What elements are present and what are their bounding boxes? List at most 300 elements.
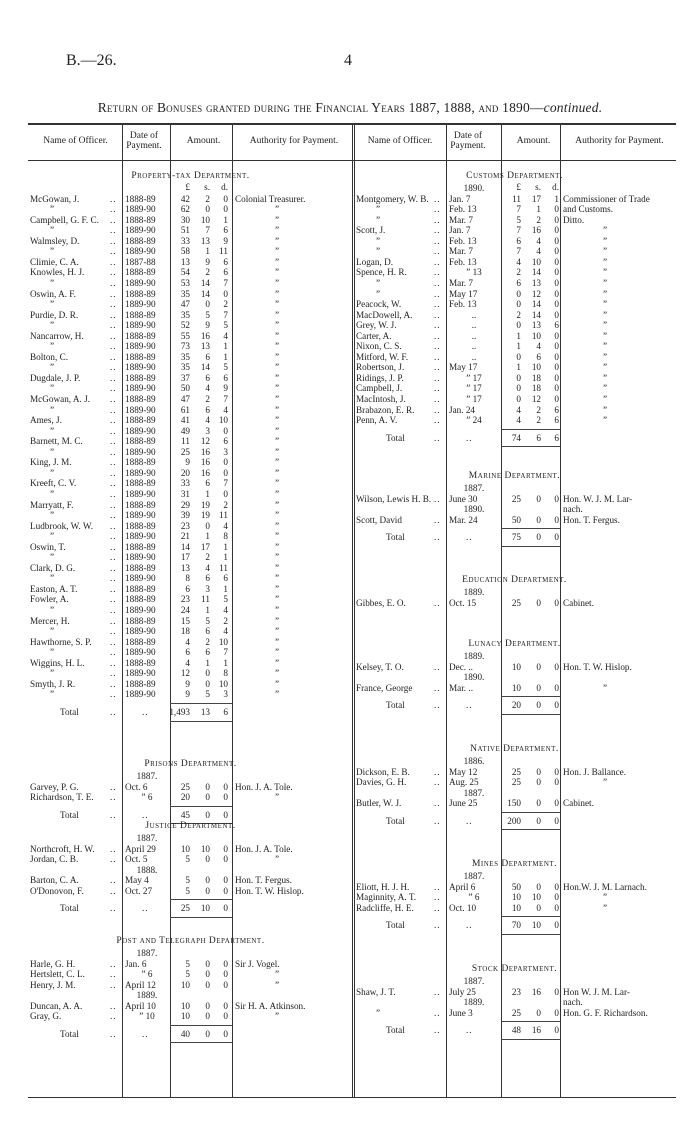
total-pence: 0 [223, 809, 228, 820]
amount-shillings: 16 [200, 457, 210, 468]
leader-dots: .. [110, 372, 117, 383]
amount-pence: 4 [223, 605, 228, 615]
total-pounds: 74 [511, 432, 521, 443]
total-pounds: 200 [507, 815, 521, 826]
total-shillings: 0 [205, 809, 210, 820]
amount-pence: 5 [223, 594, 228, 605]
amount-pounds: 25 [511, 1007, 521, 1018]
amount-pounds: 29 [180, 499, 190, 510]
amount-pounds: 52 [180, 320, 190, 331]
authority: Sir J. Vogel. [235, 958, 280, 969]
amount-pence: 0 [554, 372, 559, 383]
authority: ” [275, 979, 280, 990]
payment-date: ” 17 [466, 372, 482, 383]
leader-dots: .. [110, 668, 117, 679]
leader-dots: .. [110, 510, 117, 521]
amount-shillings: 6 [205, 573, 210, 584]
amount-pence: 6 [223, 372, 228, 383]
authority: ” [275, 341, 280, 352]
leader-dots: .. [434, 661, 441, 672]
leader-dots: .. [434, 383, 441, 394]
authority: ” [603, 246, 608, 257]
authority: ” [275, 246, 280, 257]
payment-date: 1888-89 [125, 520, 156, 531]
authority: ” [275, 562, 280, 573]
amount-shillings: 7 [205, 225, 210, 236]
page-title [0, 100, 700, 116]
amount-shillings: 0 [536, 766, 541, 777]
amount-pence: 0 [223, 969, 228, 980]
amount-pence: 8 [223, 668, 228, 679]
authority: ” [603, 235, 608, 246]
officer-name: ” [50, 246, 55, 257]
payment-date: 1889-90 [125, 362, 156, 373]
amount-pence: 6 [223, 225, 228, 236]
officer-name: McGowan, A. J. [30, 394, 90, 404]
leader-dots: .. [110, 309, 117, 320]
leader-dots: .. [110, 875, 117, 886]
total-shillings: 0 [205, 1028, 210, 1039]
payment-date: April 6 [449, 881, 476, 892]
total-pounds: 45 [180, 809, 190, 820]
amount-shillings: 6 [205, 372, 210, 383]
leader-dots: .. [110, 488, 117, 499]
officer-name: Ames, J. [30, 415, 62, 426]
amount-pounds: 35 [180, 309, 190, 320]
amount-pounds: 10 [511, 661, 521, 672]
amount-pence: 0 [554, 798, 559, 809]
payment-date: 1888-89 [125, 351, 156, 362]
payment-date: 1890. [463, 672, 485, 683]
officer-name: ” [50, 225, 55, 236]
amount-shillings: 1 [205, 531, 210, 542]
amount-pence: 0 [554, 661, 559, 672]
leader-dots: .. [110, 267, 117, 278]
total-pounds: 25 [180, 903, 190, 914]
authority: ” [603, 682, 608, 693]
amount-shillings: 1 [205, 488, 210, 499]
officer-name: MacIntosh, J. [356, 394, 406, 404]
leader-dots: .. [434, 372, 441, 383]
payment-date: 1889-90 [125, 204, 156, 215]
payment-date: 1888-89 [125, 288, 156, 299]
total-pence: 0 [554, 532, 559, 543]
authority: ” [275, 267, 280, 278]
officer-name: Brabazon, E. R. [356, 404, 415, 415]
authority: Hon. J. A. Tole. [235, 843, 293, 854]
amount-pounds: 10 [180, 979, 190, 990]
officer-name: MacDowell, A. [356, 309, 413, 320]
left-colhead-authority: Authority for Payment. [249, 136, 339, 146]
payment-date: Oct. 5 [125, 854, 148, 865]
amount-shillings: 0 [205, 299, 210, 310]
leader-dots: .. [434, 892, 441, 903]
amount-pounds: 50 [511, 514, 521, 525]
amount-pence: 5 [223, 362, 228, 373]
amount-pounds: 30 [180, 214, 190, 225]
amount-pounds: 10 [511, 892, 521, 903]
leader-dots: .. [434, 902, 441, 913]
amount-pence: 4 [223, 404, 228, 415]
amount-pounds: 54 [180, 267, 190, 278]
officer-name: ” [376, 235, 381, 246]
amount-pounds: 2 [516, 309, 521, 320]
amount-pounds: 0 [516, 372, 521, 383]
total-date-dots: .. [466, 920, 473, 931]
payment-date: .. [471, 320, 477, 331]
authority: Hon. G. F. Richardson. [563, 1007, 648, 1018]
officer-name: ” [50, 605, 55, 615]
amount-shillings: 6 [205, 478, 210, 489]
amount-pounds: 55 [180, 330, 190, 341]
amount-shillings: 1 [205, 657, 210, 668]
amount-pounds: 42 [180, 193, 190, 204]
authority: ” [275, 320, 280, 331]
leader-dots: .. [110, 446, 117, 457]
right-section-heading: Customs Department. [466, 171, 563, 181]
authority: ” [603, 309, 608, 320]
amount-shillings: 5 [205, 615, 210, 626]
authority: ” [275, 383, 280, 394]
left-col-divider [122, 124, 123, 1097]
amount-shillings: 14 [200, 277, 210, 288]
total-date-dots: .. [466, 815, 473, 826]
amount-pence: 1 [223, 341, 228, 352]
payment-date: ” 17 [466, 383, 482, 394]
amount-pounds: 4 [516, 256, 521, 267]
officer-name: King, J. M. [30, 457, 72, 468]
officer-name: Dugdale, J. P. [30, 372, 81, 383]
payment-date: May 4 [125, 875, 149, 886]
amount-pounds: 7 [516, 204, 521, 215]
leader-dots: .. [110, 678, 117, 689]
payment-date: ” 13 [466, 267, 482, 278]
leader-dots: .. [110, 969, 117, 980]
payment-date: Feb. 13 [449, 299, 477, 310]
leader-dots: .. [110, 320, 117, 331]
officer-name: Barton, C. A. [30, 875, 79, 886]
total-pounds: 70 [511, 920, 521, 931]
amount-pence: 0 [554, 777, 559, 788]
amount-pence: 1 [223, 657, 228, 668]
total-pounds: 40 [180, 1028, 190, 1039]
authority: Ditto. [563, 214, 585, 225]
amount-shillings: 4 [205, 383, 210, 394]
officer-name: Campbell, J. [356, 383, 403, 394]
amount-pence: 3 [223, 689, 228, 700]
authority: Sir H. A. Atkinson. [235, 1000, 306, 1011]
amount-pence: 0 [554, 1007, 559, 1018]
leader-dots: .. [434, 320, 441, 331]
amount-pence: 0 [554, 277, 559, 288]
amount-pence: 0 [223, 467, 228, 478]
amount-pounds: 25 [511, 777, 521, 788]
authority: ” [275, 510, 280, 521]
amount-shillings: 0 [205, 1000, 210, 1011]
total-date-dots: .. [466, 1025, 473, 1036]
officer-name: ” [50, 552, 55, 563]
officer-name: ” [50, 362, 55, 373]
leader-dots: .. [110, 552, 117, 563]
officer-name: ” [50, 277, 55, 288]
officer-name: Hawthorne, S. P. [30, 636, 92, 647]
payment-date: Jan. 6 [125, 958, 147, 969]
authority: ” [275, 854, 280, 865]
total-pounds: 20 [511, 700, 521, 711]
amount-shillings: 4 [205, 562, 210, 573]
leader-dots: .. [434, 815, 441, 826]
payment-date: ” 10 [139, 1011, 155, 1022]
authority: ” [603, 299, 608, 310]
leader-dots: .. [110, 958, 117, 969]
amount-shillings: 0 [205, 204, 210, 215]
amount-pence: 0 [554, 235, 559, 246]
amount-pence: 1 [223, 214, 228, 225]
authority: ” [275, 372, 280, 383]
amount-pence: 0 [554, 256, 559, 267]
amount-pence: 9 [223, 235, 228, 246]
officer-name: ” [376, 288, 381, 299]
amount-shillings: 12 [200, 436, 210, 447]
authority: Hon.W. J. M. Larnach. [563, 881, 647, 892]
amount-pounds: 51 [180, 225, 190, 236]
authority: ” [275, 583, 280, 594]
amount-shillings: 0 [205, 854, 210, 865]
amount-pounds: 10 [180, 1000, 190, 1011]
currency-header-shillings: s. [535, 182, 541, 192]
left-section-heading: Property-tax Department. [131, 171, 250, 181]
authority: ” [275, 235, 280, 246]
amount-pounds: 2 [516, 267, 521, 278]
authority: ” [603, 902, 608, 913]
amount-pounds: 5 [185, 885, 190, 896]
payment-date: 1889-90 [125, 552, 156, 563]
payment-date: Jan. 7 [449, 193, 471, 204]
amount-shillings: 0 [205, 969, 210, 980]
total-rule [170, 1025, 232, 1026]
amount-pence: 11 [219, 246, 228, 257]
amount-shillings: 0 [205, 885, 210, 896]
officer-name: ” [50, 467, 55, 478]
total-label: Total [60, 1028, 79, 1039]
amount-pounds: 61 [180, 404, 190, 415]
amount-pounds: 47 [180, 299, 190, 310]
currency-header-pence: d. [552, 182, 559, 192]
authority: ” [275, 288, 280, 299]
officer-name: Kreeft, C. V. [30, 478, 77, 489]
officer-name: Butler, W. J. [356, 798, 402, 809]
payment-date: 1890. [463, 504, 485, 515]
total-pence: 0 [554, 920, 559, 931]
payment-date: Oct. 6 [125, 781, 148, 792]
amount-pence: 0 [554, 225, 559, 236]
amount-shillings: 4 [536, 246, 541, 257]
leader-dots: .. [110, 706, 117, 717]
amount-pounds: 13 [180, 562, 190, 573]
amount-shillings: 13 [531, 277, 541, 288]
amount-pence: 5 [223, 320, 228, 331]
amount-pounds: 5 [185, 875, 190, 886]
amount-pence: 7 [223, 647, 228, 658]
amount-pounds: 0 [516, 383, 521, 394]
leader-dots: .. [434, 299, 441, 310]
amount-pounds: 11 [512, 193, 521, 204]
payment-date: 1888-89 [125, 193, 156, 204]
amount-pence: 0 [554, 383, 559, 394]
amount-pence: 4 [223, 520, 228, 531]
amount-pence: 0 [223, 875, 228, 886]
leader-dots: .. [110, 330, 117, 341]
payment-date: Mar. 24 [449, 514, 478, 525]
amount-pence: 0 [223, 843, 228, 854]
amount-pence: 0 [554, 204, 559, 215]
amount-shillings: 1 [536, 204, 541, 215]
amount-pence: 6 [554, 415, 559, 426]
total-pence: 6 [223, 706, 228, 717]
authority: ” [275, 467, 280, 478]
authority: ” [275, 436, 280, 447]
amount-pence: 0 [223, 1011, 228, 1022]
officer-name: ” [50, 425, 55, 436]
amount-pence: 1 [223, 583, 228, 594]
payment-date: 1888-89 [125, 657, 156, 668]
authority: ” [603, 362, 608, 373]
amount-pence: 1 [223, 351, 228, 362]
amount-shillings: 6 [205, 351, 210, 362]
leader-dots: .. [434, 204, 441, 215]
officer-name: Dickson, E. B. [356, 766, 410, 777]
payment-date: 1888-89 [125, 394, 156, 404]
authority: and Customs. [563, 204, 614, 215]
amount-shillings: 4 [536, 341, 541, 352]
amount-pounds: 4 [185, 636, 190, 647]
total-date-dots: .. [142, 903, 149, 914]
page-number: 4 [344, 52, 352, 69]
leader-dots: .. [110, 605, 117, 615]
amount-pounds: 9 [185, 678, 190, 689]
right-section-heading: Marine Department. [468, 471, 561, 481]
officer-name: ” [50, 668, 55, 679]
officer-name: Gray, G. [30, 1011, 62, 1022]
leader-dots: .. [110, 657, 117, 668]
amount-shillings: 3 [205, 425, 210, 436]
amount-shillings: 13 [200, 235, 210, 246]
total-label: Total [386, 532, 405, 543]
amount-shillings: 14 [531, 309, 541, 320]
officer-name: ” [50, 647, 55, 658]
officer-name: Penn, A. V. [356, 415, 398, 426]
right-colhead-date: Date of Payment. [450, 131, 486, 151]
officer-name: Wiggins, H. L. [30, 657, 85, 668]
title-continued: continued. [543, 100, 603, 115]
officer-name: Nancarrow, H. [30, 330, 84, 341]
leader-dots: .. [434, 341, 441, 352]
leader-dots: .. [110, 1000, 117, 1011]
amount-shillings: 5 [205, 309, 210, 320]
officer-name: O'Donovon, F. [30, 885, 84, 896]
amount-pounds: 1 [516, 330, 521, 341]
authority: ” [603, 288, 608, 299]
total-label: Total [386, 700, 405, 711]
amount-shillings: 6 [536, 351, 541, 362]
currency-header-pounds: £ [185, 182, 190, 192]
amount-pounds: 20 [180, 467, 190, 478]
total-rule-bottom [501, 829, 560, 830]
amount-shillings: 16 [531, 225, 541, 236]
right-col-divider [560, 124, 561, 1097]
left-colhead-amount: Amount. [186, 136, 221, 146]
amount-shillings: 6 [205, 626, 210, 637]
authority: ” [275, 204, 280, 215]
payment-date: 1888-89 [125, 235, 156, 246]
total-pence: 0 [554, 1025, 559, 1036]
amount-pounds: 14 [180, 541, 190, 552]
officer-name: Hertslett, C. L. [30, 969, 85, 980]
officer-name: ” [50, 320, 55, 331]
amount-shillings: 0 [536, 661, 541, 672]
amount-pounds: 15 [180, 615, 190, 626]
authority: ” [275, 689, 280, 700]
payment-date: 1888-89 [125, 678, 156, 689]
authority: Hon. J. Ballance. [563, 766, 627, 777]
total-date-dots: .. [466, 432, 473, 443]
amount-shillings: 4 [536, 235, 541, 246]
leader-dots: .. [110, 478, 117, 489]
leader-dots: .. [110, 562, 117, 573]
payment-date: 1889-90 [125, 573, 156, 584]
authority: ” [603, 256, 608, 267]
officer-name: Knowles, H. J. [30, 267, 85, 278]
amount-pounds: 33 [180, 478, 190, 489]
leader-dots: .. [434, 777, 441, 788]
amount-shillings: 0 [205, 1011, 210, 1022]
leader-dots: .. [434, 351, 441, 362]
authority: ” [275, 657, 280, 668]
payment-date: Mar. 7 [449, 246, 473, 257]
amount-shillings: 0 [205, 520, 210, 531]
payment-date: Mar. .. [449, 682, 473, 693]
officer-name: ” [50, 689, 55, 700]
authority: ” [275, 488, 280, 499]
amount-pounds: 4 [516, 415, 521, 426]
total-shillings: 6 [536, 432, 541, 443]
leader-dots: .. [110, 256, 117, 267]
payment-date: Dec. .. [449, 661, 473, 672]
authority: Commissioner of Trade [563, 193, 650, 204]
leader-dots: .. [110, 1028, 117, 1039]
left-section-heading: Post and Telegraph Department. [116, 936, 265, 946]
amount-shillings: 0 [205, 668, 210, 679]
total-label: Total [60, 706, 79, 717]
amount-pence: 0 [554, 214, 559, 225]
payment-date: June 25 [449, 798, 478, 809]
amount-shillings: 0 [536, 777, 541, 788]
payment-date: Mar. 7 [449, 214, 473, 225]
amount-shillings: 14 [200, 362, 210, 373]
total-shillings: 10 [531, 920, 541, 931]
authority: ” [275, 299, 280, 310]
authority: ” [603, 351, 608, 362]
authority: ” [275, 309, 280, 320]
payment-date: 1889-90 [125, 467, 156, 478]
amount-pounds: 58 [180, 246, 190, 257]
amount-pounds: 23 [511, 986, 521, 997]
leader-dots: .. [434, 493, 441, 504]
leader-dots: .. [110, 246, 117, 257]
leader-dots: .. [434, 235, 441, 246]
payment-date: 1888-89 [125, 541, 156, 552]
payment-date: 1889-90 [125, 277, 156, 288]
